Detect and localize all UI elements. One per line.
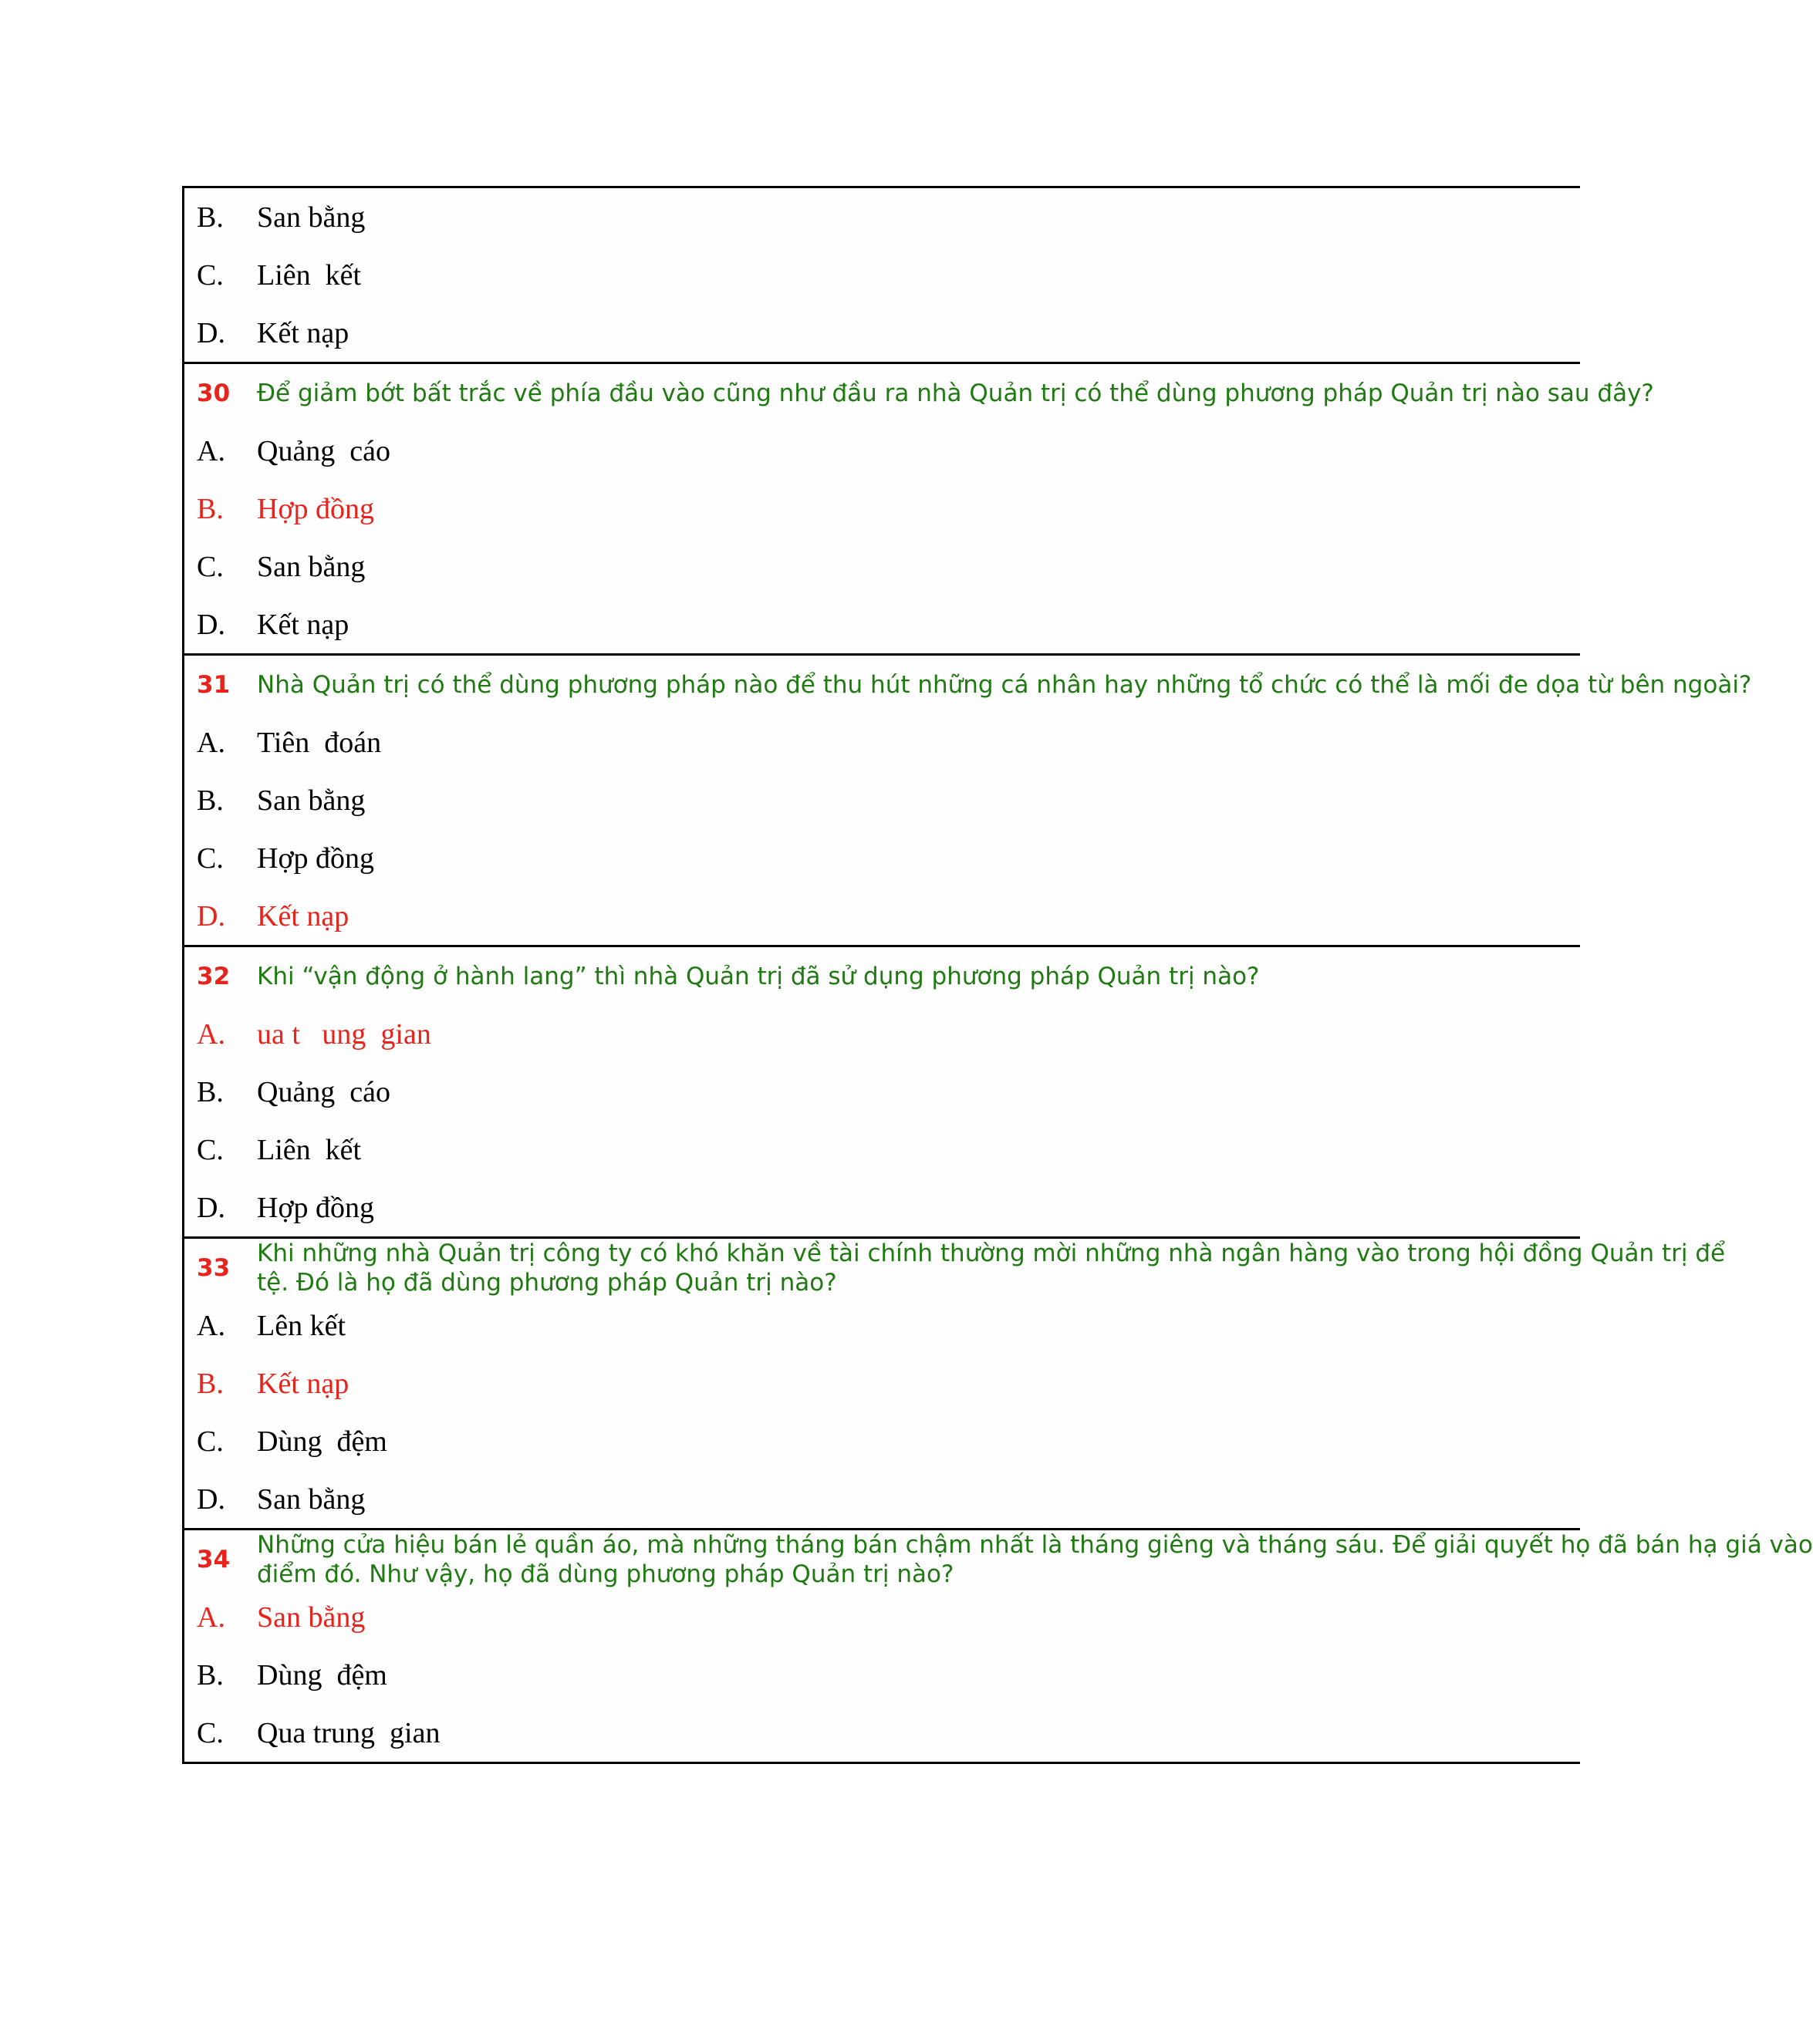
- answer-option[interactable]: [184, 1704, 1580, 1762]
- option-text: ua t ung gian: [257, 1017, 431, 1051]
- answer-option[interactable]: [184, 595, 1580, 653]
- question-number: 30: [197, 379, 231, 407]
- answer-option[interactable]: [184, 246, 1580, 304]
- answer-option[interactable]: [184, 422, 1580, 480]
- option-text: Kết nạp: [257, 1367, 349, 1400]
- answer-option[interactable]: [184, 1412, 1580, 1470]
- option-text: Lên kết: [257, 1309, 346, 1342]
- question-text: [257, 1530, 1813, 1589]
- option-letter: B.: [197, 1075, 224, 1108]
- option-letter: A.: [197, 1600, 225, 1634]
- answer-option[interactable]: [184, 1179, 1580, 1236]
- answer-option[interactable]: [184, 1470, 1580, 1528]
- option-text: San bằng: [257, 201, 366, 234]
- option-text: Dùng đệm: [257, 1425, 387, 1458]
- option-letter: D.: [197, 1191, 225, 1224]
- option-text: San bằng: [257, 1600, 366, 1634]
- option-text: San bằng: [257, 550, 366, 583]
- answer-option[interactable]: [184, 304, 1580, 362]
- answer-option[interactable]: [184, 1063, 1580, 1121]
- option-letter: C.: [197, 258, 224, 292]
- question-text: [257, 962, 1260, 991]
- option-text: Kết nạp: [257, 316, 349, 349]
- answer-option[interactable]: [184, 829, 1580, 887]
- answer-option[interactable]: [184, 1646, 1580, 1704]
- option-text: Quảng cáo: [257, 1075, 391, 1108]
- question-text-line: Khi những nhà Quản trị công ty có khó khăn về tài chính thường mời những nhà ngân hàng vào trong hội đồng Quản trị để: [257, 1239, 1726, 1267]
- option-letter: B.: [197, 784, 224, 817]
- question-row: [184, 1530, 1813, 1588]
- question-text-line: điểm đó. Như vậy, họ đã dùng phương pháp Quản trị nào?: [257, 1560, 954, 1588]
- question-row: [184, 1239, 1726, 1297]
- answer-option[interactable]: [184, 188, 1580, 246]
- option-text: Hợp đồng: [257, 1191, 375, 1224]
- option-text: Hợp đồng: [257, 842, 375, 875]
- answer-option[interactable]: [184, 538, 1580, 595]
- question-block-30: [184, 362, 1654, 653]
- option-text: Kết nạp: [257, 608, 349, 641]
- option-letter: B.: [197, 201, 224, 234]
- option-text: Liên kết: [257, 258, 362, 292]
- option-text: Tiên đoán: [257, 726, 382, 759]
- option-text: Qua trung gian: [257, 1716, 441, 1749]
- option-text: San bằng: [257, 1482, 366, 1516]
- question-row: [184, 947, 1580, 1005]
- option-letter: C.: [197, 1133, 224, 1166]
- question-block-continued: [184, 188, 1580, 362]
- option-text: San bằng: [257, 784, 366, 817]
- question-number: 34: [197, 1545, 231, 1573]
- answer-option-correct[interactable]: [184, 887, 1580, 945]
- question-text-line: Để giảm bớt bất trắc về phía đầu vào cũng như đầu ra nhà Quản trị có thể dùng phương pháp Quản trị nào sau đây?: [257, 379, 1654, 407]
- question-text-line: Nhà Quản trị có thể dùng phương pháp nào để thu hút những cá nhân hay những tổ chức có thể là mối đe dọa từ bên ngoài?: [257, 670, 1752, 699]
- option-letter: B.: [197, 1367, 224, 1400]
- question-block-31: [184, 653, 1752, 945]
- option-letter: D.: [197, 1482, 225, 1516]
- option-letter: D.: [197, 608, 225, 641]
- answer-option[interactable]: [184, 1121, 1580, 1179]
- option-letter: C.: [197, 1425, 224, 1458]
- option-letter: B.: [197, 492, 224, 525]
- option-letter: D.: [197, 899, 225, 933]
- answer-option-correct[interactable]: [184, 480, 1580, 538]
- answer-option[interactable]: [184, 771, 1580, 829]
- answer-option-correct[interactable]: [184, 1354, 1580, 1412]
- option-text: Hợp đồng: [257, 492, 375, 525]
- option-text: Dùng đệm: [257, 1658, 387, 1692]
- question-row: [184, 364, 1654, 422]
- option-letter: A.: [197, 1309, 225, 1342]
- answer-option[interactable]: [184, 713, 1580, 771]
- question-text-line: Những cửa hiệu bán lẻ quần áo, mà những tháng bán chậm nhất là tháng giêng và tháng sáu. Để giải quyết họ đã bán hạ giá vào: [257, 1530, 1813, 1559]
- question-number: 33: [197, 1253, 231, 1282]
- answer-option-correct[interactable]: [184, 1005, 1580, 1063]
- option-letter: B.: [197, 1658, 224, 1692]
- answer-option[interactable]: [184, 1297, 1580, 1354]
- question-block-32: [184, 945, 1580, 1236]
- question-block-34: [184, 1528, 1813, 1762]
- answer-option-correct[interactable]: [184, 1588, 1580, 1646]
- question-text-line: tệ. Đó là họ đã dùng phương pháp Quản trị nào?: [257, 1268, 837, 1297]
- option-text: Quảng cáo: [257, 434, 391, 467]
- question-text: [257, 379, 1654, 408]
- question-text: [257, 1239, 1725, 1297]
- question-text: [257, 670, 1751, 700]
- question-number: 31: [197, 670, 231, 699]
- page-margin: [0, 0, 183, 2044]
- question-block-33: [184, 1236, 1726, 1528]
- option-letter: D.: [197, 316, 225, 349]
- option-letter: C.: [197, 550, 224, 583]
- question-table: [182, 186, 1813, 1764]
- option-letter: A.: [197, 434, 225, 467]
- option-letter: C.: [197, 1716, 224, 1749]
- option-text: Liên kết: [257, 1133, 362, 1166]
- option-text: Kết nạp: [257, 899, 349, 933]
- option-letter: A.: [197, 1017, 225, 1051]
- question-text-line: Khi “vận động ở hành lang” thì nhà Quản trị đã sử dụng phương pháp Quản trị nào?: [257, 962, 1260, 990]
- question-number: 32: [197, 962, 231, 990]
- question-row: [184, 656, 1752, 713]
- option-letter: A.: [197, 726, 225, 759]
- option-letter: C.: [197, 842, 224, 875]
